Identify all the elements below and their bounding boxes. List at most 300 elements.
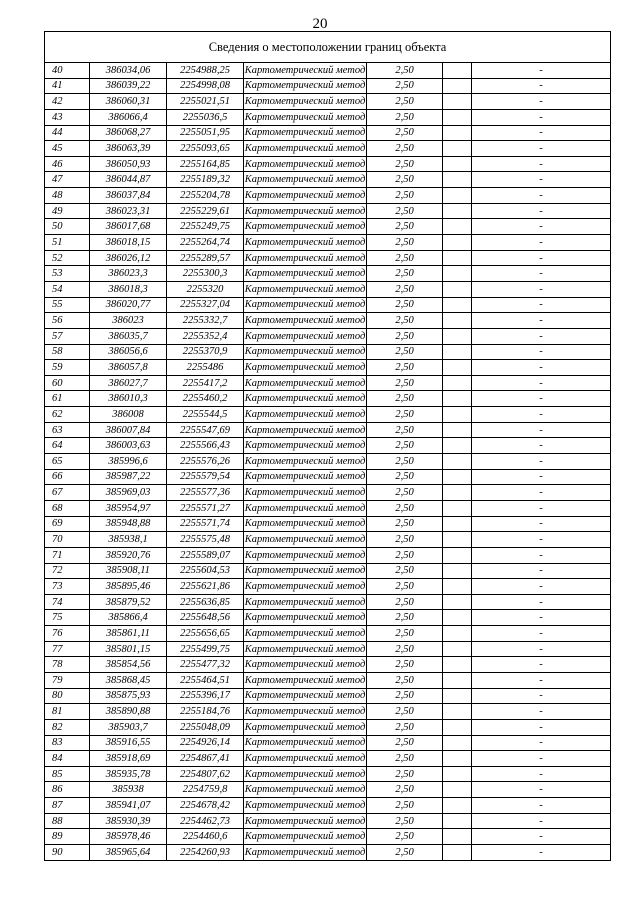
description: - [472, 532, 611, 548]
table-row [45, 78, 611, 94]
extra-value [443, 688, 472, 704]
point-number: 60 [45, 375, 90, 391]
coordinate-y: 2254988,25 [167, 63, 244, 79]
coordinate-y: 2255184,76 [167, 704, 244, 720]
accuracy: 2,50 [367, 375, 443, 391]
extra-value [443, 719, 472, 735]
coordinate-x: 386003,63 [90, 438, 167, 454]
accuracy: 2,50 [367, 657, 443, 673]
coordinate-x: 385938 [90, 782, 167, 798]
coordinate-y: 2255164,85 [167, 156, 244, 172]
table-row [45, 375, 611, 391]
description: - [472, 297, 611, 313]
description: - [472, 78, 611, 94]
accuracy: 2,50 [367, 203, 443, 219]
accuracy: 2,50 [367, 798, 443, 814]
point-number: 42 [45, 94, 90, 110]
coordinate-y: 2255370,9 [167, 344, 244, 360]
description: - [472, 735, 611, 751]
table-row [45, 532, 611, 548]
description: - [472, 313, 611, 329]
point-number: 90 [45, 845, 90, 861]
coordinate-y: 2255417,2 [167, 375, 244, 391]
extra-value [443, 813, 472, 829]
table-row [45, 626, 611, 642]
table-row [45, 485, 611, 501]
coordinate-y: 2255621,86 [167, 579, 244, 595]
description: - [472, 266, 611, 282]
page-number: 20 [312, 16, 328, 32]
coordinate-x: 386044,87 [90, 172, 167, 188]
coordinate-x: 385875,93 [90, 688, 167, 704]
table-row [45, 798, 611, 814]
method: Картометрический метод [244, 422, 367, 438]
extra-value [443, 782, 472, 798]
coordinate-y: 2254807,62 [167, 766, 244, 782]
table-row [45, 469, 611, 485]
description: - [472, 579, 611, 595]
description: - [472, 156, 611, 172]
extra-value [443, 188, 472, 204]
extra-value [443, 704, 472, 720]
accuracy: 2,50 [367, 563, 443, 579]
coordinate-x: 386050,93 [90, 156, 167, 172]
coordinate-x: 385879,52 [90, 594, 167, 610]
coordinate-y: 2255249,75 [167, 219, 244, 235]
coordinate-x: 385918,69 [90, 751, 167, 767]
table-row [45, 782, 611, 798]
coordinate-x: 385868,45 [90, 672, 167, 688]
table-row [45, 313, 611, 329]
method: Картометрический метод [244, 219, 367, 235]
method: Картометрический метод [244, 813, 367, 829]
point-number: 44 [45, 125, 90, 141]
table-row [45, 657, 611, 673]
method: Картометрический метод [244, 594, 367, 610]
accuracy: 2,50 [367, 469, 443, 485]
method: Картометрический метод [244, 266, 367, 282]
point-number: 66 [45, 469, 90, 485]
accuracy: 2,50 [367, 297, 443, 313]
coordinate-y: 2255656,65 [167, 626, 244, 642]
point-number: 68 [45, 500, 90, 516]
accuracy: 2,50 [367, 516, 443, 532]
point-number: 64 [45, 438, 90, 454]
description: - [472, 375, 611, 391]
point-number: 43 [45, 109, 90, 125]
method: Картометрический метод [244, 250, 367, 266]
description: - [472, 594, 611, 610]
coordinate-x: 386026,12 [90, 250, 167, 266]
method: Картометрический метод [244, 751, 367, 767]
description: - [472, 563, 611, 579]
accuracy: 2,50 [367, 328, 443, 344]
accuracy: 2,50 [367, 141, 443, 157]
coordinate-y: 2255486 [167, 360, 244, 376]
boundary-coordinates-table [44, 31, 611, 861]
table-row [45, 203, 611, 219]
point-number: 49 [45, 203, 90, 219]
point-number: 75 [45, 610, 90, 626]
description: - [472, 219, 611, 235]
description: - [472, 813, 611, 829]
point-number: 71 [45, 547, 90, 563]
description: - [472, 469, 611, 485]
accuracy: 2,50 [367, 594, 443, 610]
section-title: Сведения о местоположении границ объекта [45, 32, 611, 63]
extra-value [443, 500, 472, 516]
description: - [472, 704, 611, 720]
coordinate-x: 385895,46 [90, 579, 167, 595]
coordinate-x: 385948,88 [90, 516, 167, 532]
table-row [45, 688, 611, 704]
coordinate-x: 386023 [90, 313, 167, 329]
point-number: 62 [45, 407, 90, 423]
method: Картометрический метод [244, 766, 367, 782]
point-number: 83 [45, 735, 90, 751]
description: - [472, 172, 611, 188]
description: - [472, 63, 611, 79]
extra-value [443, 78, 472, 94]
coordinate-x: 386066,4 [90, 109, 167, 125]
table-title-row [45, 32, 611, 63]
coordinate-y: 2254998,08 [167, 78, 244, 94]
description: - [472, 672, 611, 688]
coordinate-y: 2255477,32 [167, 657, 244, 673]
method: Картометрический метод [244, 407, 367, 423]
point-number: 72 [45, 563, 90, 579]
point-number: 80 [45, 688, 90, 704]
coordinate-y: 2255576,26 [167, 454, 244, 470]
point-number: 74 [45, 594, 90, 610]
extra-value [443, 594, 472, 610]
table-row [45, 235, 611, 251]
point-number: 53 [45, 266, 90, 282]
point-number: 87 [45, 798, 90, 814]
accuracy: 2,50 [367, 360, 443, 376]
point-number: 50 [45, 219, 90, 235]
method: Картометрический метод [244, 360, 367, 376]
coordinate-x: 386060,31 [90, 94, 167, 110]
point-number: 70 [45, 532, 90, 548]
extra-value [443, 297, 472, 313]
point-number: 56 [45, 313, 90, 329]
table-row [45, 672, 611, 688]
coordinate-y: 2255579,54 [167, 469, 244, 485]
coordinate-y: 2255460,2 [167, 391, 244, 407]
coordinate-x: 385965,64 [90, 845, 167, 861]
extra-value [443, 156, 472, 172]
table-row [45, 641, 611, 657]
point-number: 63 [45, 422, 90, 438]
accuracy: 2,50 [367, 188, 443, 204]
method: Картометрический метод [244, 156, 367, 172]
point-number: 45 [45, 141, 90, 157]
point-number: 82 [45, 719, 90, 735]
coordinate-x: 386063,39 [90, 141, 167, 157]
accuracy: 2,50 [367, 344, 443, 360]
table-row [45, 188, 611, 204]
point-number: 48 [45, 188, 90, 204]
description: - [472, 391, 611, 407]
extra-value [443, 344, 472, 360]
method: Картометрический метод [244, 469, 367, 485]
description: - [472, 344, 611, 360]
method: Картометрический метод [244, 109, 367, 125]
coordinate-x: 385978,46 [90, 829, 167, 845]
method: Картометрический метод [244, 172, 367, 188]
table-row [45, 266, 611, 282]
coordinate-x: 386020,77 [90, 297, 167, 313]
description: - [472, 281, 611, 297]
coordinate-y: 2255544,5 [167, 407, 244, 423]
coordinate-y: 2254260,93 [167, 845, 244, 861]
coordinate-x: 386035,7 [90, 328, 167, 344]
extra-value [443, 829, 472, 845]
accuracy: 2,50 [367, 610, 443, 626]
coordinate-y: 2255575,48 [167, 532, 244, 548]
method: Картометрический метод [244, 782, 367, 798]
coordinate-y: 2254867,41 [167, 751, 244, 767]
table-row [45, 219, 611, 235]
table-row [45, 845, 611, 861]
accuracy: 2,50 [367, 422, 443, 438]
table-row [45, 328, 611, 344]
coordinate-x: 386008 [90, 407, 167, 423]
coordinate-y: 2254926,14 [167, 735, 244, 751]
description: - [472, 845, 611, 861]
extra-value [443, 235, 472, 251]
table-row [45, 94, 611, 110]
method: Картометрический метод [244, 78, 367, 94]
accuracy: 2,50 [367, 672, 443, 688]
table-row [45, 500, 611, 516]
coordinate-y: 2255289,57 [167, 250, 244, 266]
coordinate-x: 385930,39 [90, 813, 167, 829]
coordinate-x: 385935,78 [90, 766, 167, 782]
point-number: 47 [45, 172, 90, 188]
extra-value [443, 172, 472, 188]
description: - [472, 438, 611, 454]
extra-value [443, 391, 472, 407]
table-row [45, 172, 611, 188]
coordinate-y: 2255036,5 [167, 109, 244, 125]
method: Картометрический метод [244, 735, 367, 751]
table-row [45, 719, 611, 735]
coordinate-x: 386023,3 [90, 266, 167, 282]
table-row [45, 422, 611, 438]
coordinate-x: 385866,4 [90, 610, 167, 626]
extra-value [443, 313, 472, 329]
method: Картометрический метод [244, 203, 367, 219]
accuracy: 2,50 [367, 454, 443, 470]
point-number: 85 [45, 766, 90, 782]
method: Картометрический метод [244, 125, 367, 141]
coordinate-x: 385954,97 [90, 500, 167, 516]
coordinate-x: 385861,11 [90, 626, 167, 642]
table-row [45, 813, 611, 829]
accuracy: 2,50 [367, 782, 443, 798]
description: - [472, 141, 611, 157]
method: Картометрический метод [244, 375, 367, 391]
table-row [45, 63, 611, 79]
table-row [45, 563, 611, 579]
coordinate-y: 2254460,6 [167, 829, 244, 845]
coordinate-x: 386039,22 [90, 78, 167, 94]
coordinate-x: 386056,6 [90, 344, 167, 360]
accuracy: 2,50 [367, 438, 443, 454]
description: - [472, 798, 611, 814]
coordinate-y: 2254462,73 [167, 813, 244, 829]
accuracy: 2,50 [367, 813, 443, 829]
extra-value [443, 407, 472, 423]
accuracy: 2,50 [367, 281, 443, 297]
extra-value [443, 798, 472, 814]
accuracy: 2,50 [367, 766, 443, 782]
coordinate-y: 2255464,51 [167, 672, 244, 688]
description: - [472, 188, 611, 204]
point-number: 73 [45, 579, 90, 595]
description: - [472, 751, 611, 767]
accuracy: 2,50 [367, 547, 443, 563]
table-row [45, 391, 611, 407]
coordinate-x: 386023,31 [90, 203, 167, 219]
table-row [45, 407, 611, 423]
coordinate-x: 385996,6 [90, 454, 167, 470]
point-number: 46 [45, 156, 90, 172]
accuracy: 2,50 [367, 407, 443, 423]
table-row [45, 156, 611, 172]
point-number: 65 [45, 454, 90, 470]
accuracy: 2,50 [367, 532, 443, 548]
extra-value [443, 547, 472, 563]
coordinate-y: 2255189,32 [167, 172, 244, 188]
coordinate-x: 386017,68 [90, 219, 167, 235]
method: Картометрический метод [244, 454, 367, 470]
coordinate-x: 385903,7 [90, 719, 167, 735]
extra-value [443, 579, 472, 595]
point-number: 59 [45, 360, 90, 376]
point-number: 77 [45, 641, 90, 657]
method: Картометрический метод [244, 563, 367, 579]
coordinate-y: 2255547,69 [167, 422, 244, 438]
point-number: 86 [45, 782, 90, 798]
description: - [472, 766, 611, 782]
coordinate-y: 2255264,74 [167, 235, 244, 251]
point-number: 79 [45, 672, 90, 688]
description: - [472, 328, 611, 344]
description: - [472, 719, 611, 735]
method: Картометрический метод [244, 719, 367, 735]
extra-value [443, 422, 472, 438]
description: - [472, 422, 611, 438]
extra-value [443, 141, 472, 157]
coordinate-x: 386034,06 [90, 63, 167, 79]
point-number: 76 [45, 626, 90, 642]
extra-value [443, 454, 472, 470]
extra-value [443, 438, 472, 454]
coordinate-y: 2255051,95 [167, 125, 244, 141]
accuracy: 2,50 [367, 125, 443, 141]
point-number: 61 [45, 391, 90, 407]
accuracy: 2,50 [367, 78, 443, 94]
accuracy: 2,50 [367, 313, 443, 329]
extra-value [443, 266, 472, 282]
extra-value [443, 94, 472, 110]
accuracy: 2,50 [367, 250, 443, 266]
method: Картометрический метод [244, 829, 367, 845]
extra-value [443, 469, 472, 485]
accuracy: 2,50 [367, 266, 443, 282]
table-row [45, 704, 611, 720]
coordinate-x: 386010,3 [90, 391, 167, 407]
description: - [472, 782, 611, 798]
point-number: 81 [45, 704, 90, 720]
table-row [45, 594, 611, 610]
coordinate-y: 2255327,04 [167, 297, 244, 313]
coordinate-y: 2255021,51 [167, 94, 244, 110]
extra-value [443, 845, 472, 861]
method: Картометрический метод [244, 547, 367, 563]
method: Картометрический метод [244, 672, 367, 688]
point-number: 78 [45, 657, 90, 673]
point-number: 67 [45, 485, 90, 501]
table-row [45, 344, 611, 360]
method: Картометрический метод [244, 626, 367, 642]
extra-value [443, 328, 472, 344]
table-row [45, 735, 611, 751]
table-row [45, 751, 611, 767]
table-row [45, 766, 611, 782]
description: - [472, 454, 611, 470]
method: Картометрический метод [244, 516, 367, 532]
accuracy: 2,50 [367, 845, 443, 861]
coordinate-x: 385920,76 [90, 547, 167, 563]
table-row [45, 360, 611, 376]
extra-value [443, 281, 472, 297]
table-row [45, 141, 611, 157]
table-row [45, 579, 611, 595]
coordinate-x: 386007,84 [90, 422, 167, 438]
coordinate-y: 2255566,43 [167, 438, 244, 454]
description: - [472, 360, 611, 376]
coordinate-y: 2255589,07 [167, 547, 244, 563]
coordinate-y: 2255396,17 [167, 688, 244, 704]
method: Картометрический метод [244, 94, 367, 110]
method: Картометрический метод [244, 579, 367, 595]
extra-value [443, 766, 472, 782]
extra-value [443, 203, 472, 219]
table-row [45, 516, 611, 532]
coordinate-y: 2255229,61 [167, 203, 244, 219]
method: Картометрический метод [244, 235, 367, 251]
accuracy: 2,50 [367, 626, 443, 642]
coordinate-y: 2255204,78 [167, 188, 244, 204]
description: - [472, 610, 611, 626]
accuracy: 2,50 [367, 63, 443, 79]
coordinate-x: 385908,11 [90, 563, 167, 579]
extra-value [443, 751, 472, 767]
description: - [472, 235, 611, 251]
table-body [45, 63, 611, 861]
description: - [472, 109, 611, 125]
description: - [472, 688, 611, 704]
method: Картометрический метод [244, 704, 367, 720]
point-number: 88 [45, 813, 90, 829]
accuracy: 2,50 [367, 109, 443, 125]
coordinate-y: 2255332,7 [167, 313, 244, 329]
method: Картометрический метод [244, 188, 367, 204]
